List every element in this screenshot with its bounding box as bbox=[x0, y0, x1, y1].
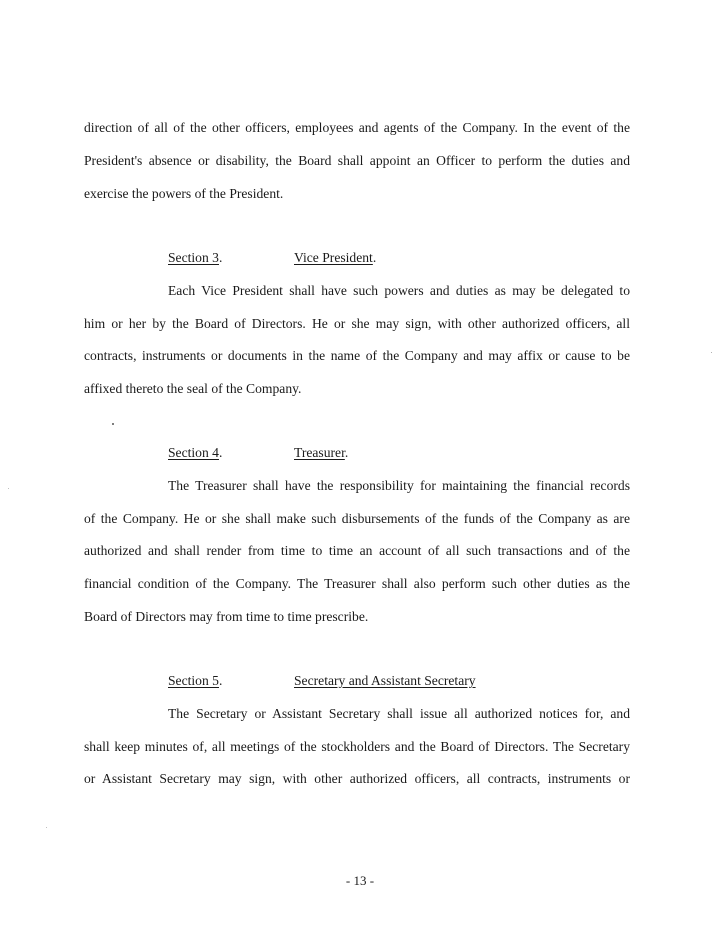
scan-speck bbox=[8, 488, 9, 489]
scan-speck bbox=[711, 352, 712, 353]
body-text-line: President's absence or disability, the Board shall appoint an Officer to perform the duties and bbox=[84, 153, 630, 168]
body-text-line: shall keep minutes of, all meetings of the stockholders and the Board of Directors. The Secretary bbox=[84, 739, 630, 754]
section-3-title: Vice President. bbox=[294, 250, 377, 265]
scan-speck bbox=[46, 827, 47, 828]
body-text-line: him or her by the Board of Directors. He or she may sign, with other authorized officers, all bbox=[84, 316, 630, 331]
body-text-line: or Assistant Secretary may sign, with other authorized officers, all contracts, instruments or bbox=[84, 771, 630, 786]
page-number: - 13 - bbox=[345, 873, 375, 888]
section-5-label: Section 5. bbox=[168, 673, 223, 688]
body-text-line: Board of Directors may from time to time prescribe. bbox=[84, 609, 369, 624]
body-text-line: The Secretary or Assistant Secretary shall issue all authorized notices for, and bbox=[168, 706, 630, 721]
scan-speck bbox=[112, 423, 114, 425]
body-text-line: affixed thereto the seal of the Company. bbox=[84, 381, 302, 396]
body-text-line: exercise the powers of the President. bbox=[84, 186, 284, 201]
body-text-line: direction of all of the other officers, employees and agents of the Company. In the event of the bbox=[84, 120, 630, 135]
body-text-line: The Treasurer shall have the responsibility for maintaining the financial records bbox=[168, 478, 630, 493]
body-text-line: Each Vice President shall have such powers and duties as may be delegated to bbox=[168, 283, 630, 298]
body-text-line: of the Company. He or she shall make such disbursements of the funds of the Company as are bbox=[84, 511, 630, 526]
body-text-line: contracts, instruments or documents in the name of the Company and may affix or cause to be bbox=[84, 348, 630, 363]
section-4-label: Section 4. bbox=[168, 445, 223, 460]
body-text-line: financial condition of the Company. The Treasurer shall also perform such other duties as the bbox=[84, 576, 630, 591]
body-text-line: authorized and shall render from time to time an account of all such transactions and of the bbox=[84, 543, 630, 558]
section-4-title: Treasurer. bbox=[294, 445, 349, 460]
section-5-title: Secretary and Assistant Secretary bbox=[294, 673, 476, 688]
section-3-label: Section 3. bbox=[168, 250, 223, 265]
